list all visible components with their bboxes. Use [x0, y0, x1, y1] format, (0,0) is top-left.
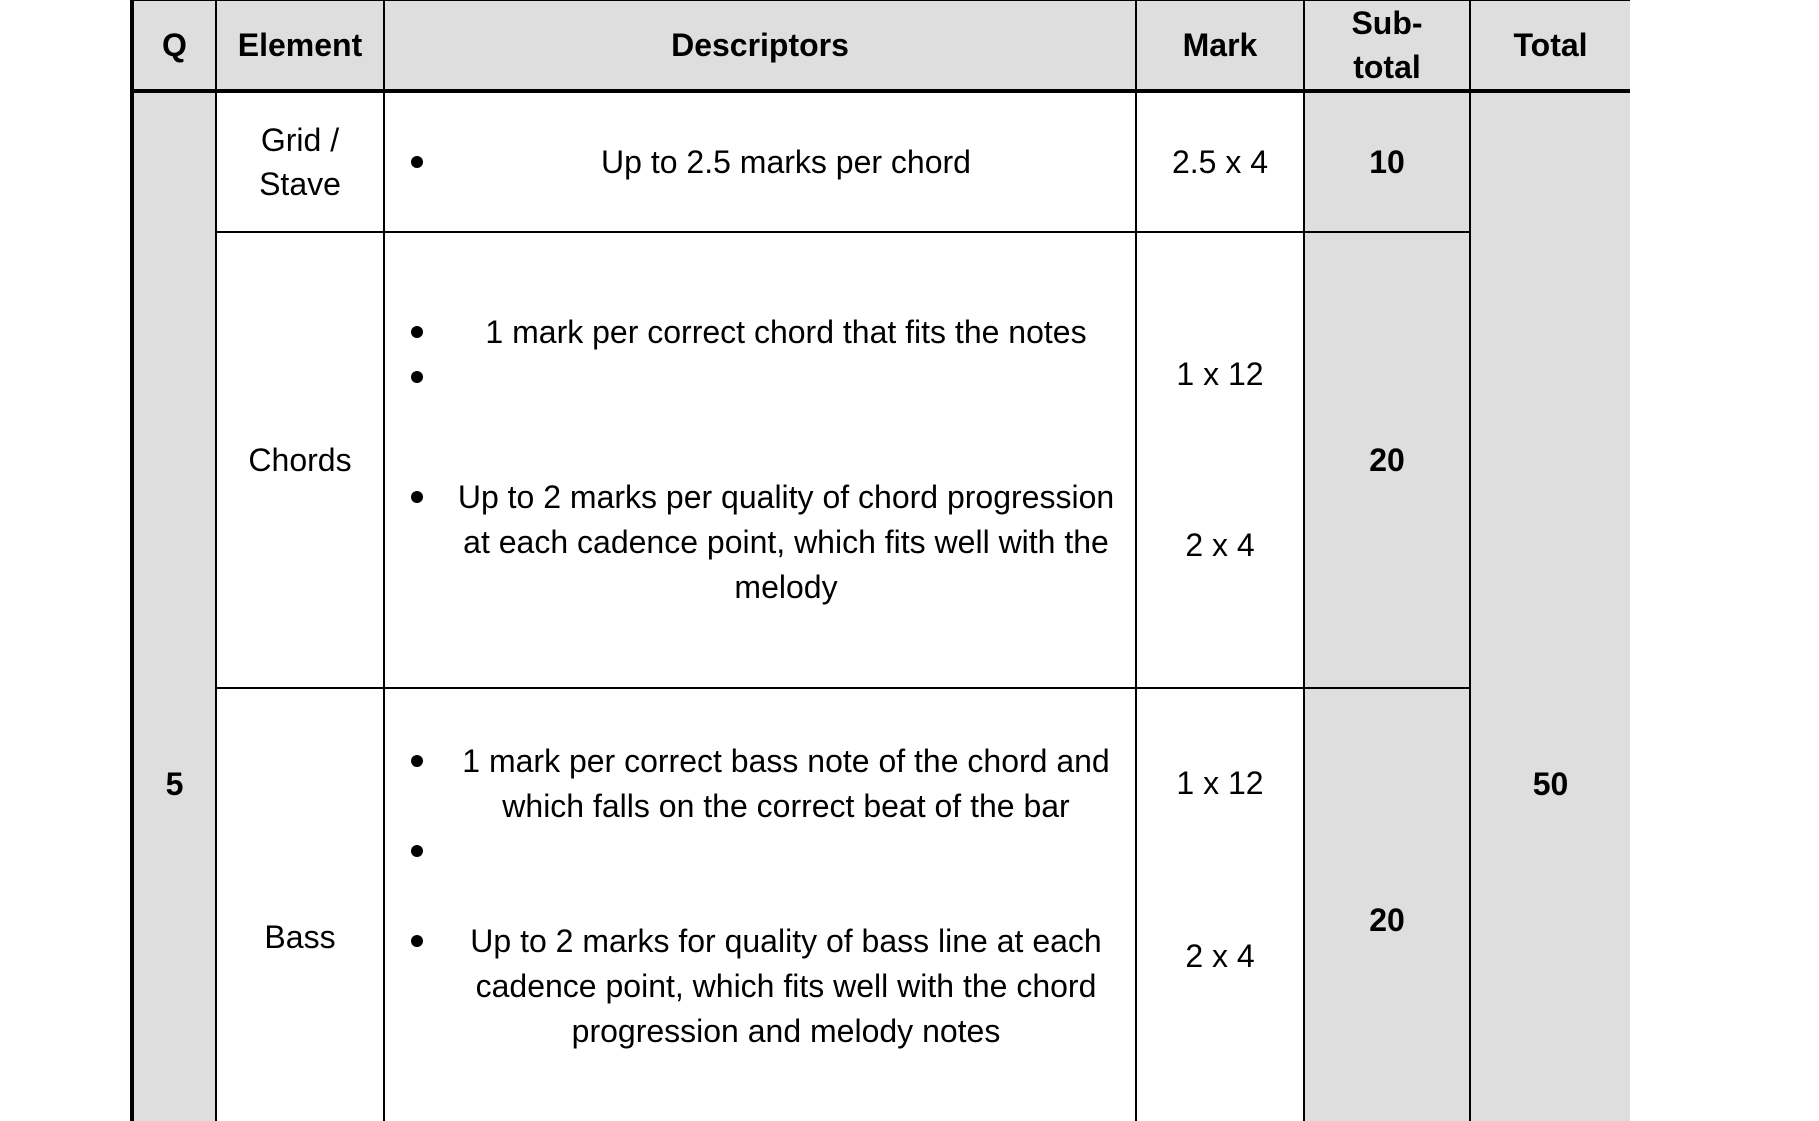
descriptor-item: Up to 2.5 marks per chord [457, 140, 1115, 185]
element-chords: Chords [216, 232, 384, 688]
descriptor-list [385, 310, 1135, 610]
descriptors-cell [384, 688, 1136, 1121]
subtotal-cell: 20 [1304, 232, 1470, 688]
mark-value: 1 x 12 [1176, 356, 1264, 392]
descriptor-list [385, 140, 1135, 185]
mark-cell [1136, 91, 1304, 232]
header-q: Q [132, 0, 216, 91]
descriptors-cell [384, 232, 1136, 688]
descriptor-item: Up to 2 marks for quality of bass line at each cadence point, which fits well with the chord progression and melody notes [457, 919, 1115, 1054]
table-row [132, 91, 1630, 232]
total-cell: 50 [1470, 91, 1630, 1121]
descriptor-spacer [457, 829, 1115, 919]
header-descriptors: Descriptors [384, 0, 1136, 91]
header-mark: Mark [1136, 0, 1304, 91]
mark-value: 1 x 12 [1176, 765, 1264, 801]
mark-scheme-table [130, 0, 1630, 1121]
element-grid-stave [216, 91, 384, 232]
element-bass: Bass [216, 688, 384, 1121]
descriptor-spacer [457, 355, 1115, 475]
descriptor-item: 1 mark per correct bass note of the chord and which falls on the correct beat of the bar [457, 739, 1115, 829]
mark-scheme-sheet [130, 0, 1630, 1121]
mark-spacer [1137, 802, 1303, 938]
descriptor-list [385, 739, 1135, 1054]
question-number: 5 [132, 91, 216, 1121]
element-label-line1: Grid / [260, 122, 340, 158]
mark-value: 2 x 4 [1185, 938, 1255, 974]
header-element: Element [216, 0, 384, 91]
header-subtotal [1304, 0, 1470, 91]
element-label-line2: Stave [259, 166, 341, 202]
mark-cell [1136, 232, 1304, 688]
header-total: Total [1470, 0, 1630, 91]
header-subtotal-line2: total [1353, 49, 1421, 85]
subtotal-cell: 10 [1304, 91, 1470, 232]
mark-value: 2 x 4 [1185, 527, 1255, 563]
mark-spacer [1137, 393, 1303, 527]
table-row [132, 232, 1630, 688]
table-row [132, 688, 1630, 1121]
descriptors-cell [384, 91, 1136, 232]
subtotal-cell: 20 [1304, 688, 1470, 1121]
header-subtotal-line1: Sub- [1351, 5, 1423, 41]
header-row [132, 0, 1630, 91]
descriptor-item: 1 mark per correct chord that fits the notes [457, 310, 1115, 355]
mark-value: 2.5 x 4 [1171, 143, 1269, 180]
descriptor-item: Up to 2 marks per quality of chord progression at each cadence point, which fits well with the melody [457, 475, 1115, 610]
mark-cell [1136, 688, 1304, 1121]
